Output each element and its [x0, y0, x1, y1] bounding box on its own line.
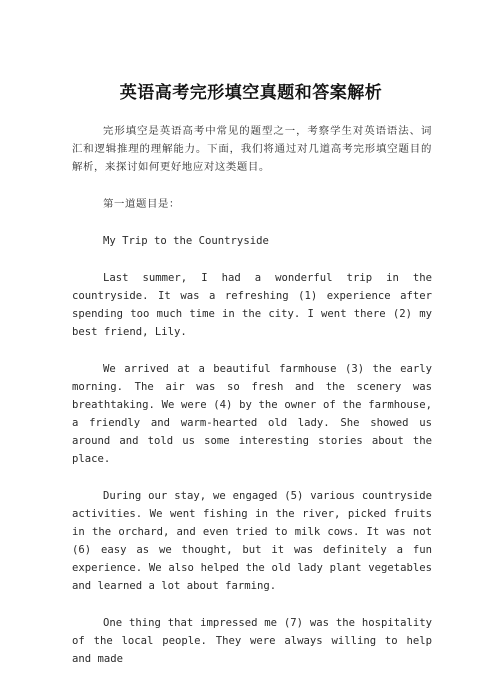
passage-paragraph: We arrived at a beautiful farmhouse (3) the early morning. The air was so fresh and the scenery was breathtaking. We were (4) by the owner of the farmhouse, a friendly and warm-hearted old lady. She showed us around and told us some interesting stories about the place. [72, 363, 432, 465]
passage-title: My Trip to the Countryside [103, 235, 269, 247]
passage-paragraph: One thing that impressed me (7) was the hospitality of the local people. They were always willing to help and made [72, 617, 432, 665]
question-intro-paragraph: 第一道题目是： [103, 198, 180, 210]
passage-paragraph: Last summer, I had a wonderful trip in the countryside. It was a refreshing (1) experience after spending too much time in the city. I went there (2) my best friend, Lily. [72, 272, 432, 338]
document-title: 英语高考完形填空真题和答案解析 [119, 83, 383, 103]
passage-paragraph: During our stay, we engaged (5) various countryside activities. We went fishing in the river, picked fruits in the orchard, and even tried to milk cows. It was not (6) easy as we thought, but it was definitely a fun experience. We also helped the old lady plant vegetables and learned a lot about farming. [72, 490, 432, 592]
document-body [72, 122, 432, 687]
intro-paragraph: 完形填空是英语高考中常见的题型之一，考察学生对英语语法、词汇和逻辑推理的理解能力。下面，我们将通过对几道高考完形填空题目的解析，来探讨如何更好地应对这类题目。 [72, 125, 432, 173]
